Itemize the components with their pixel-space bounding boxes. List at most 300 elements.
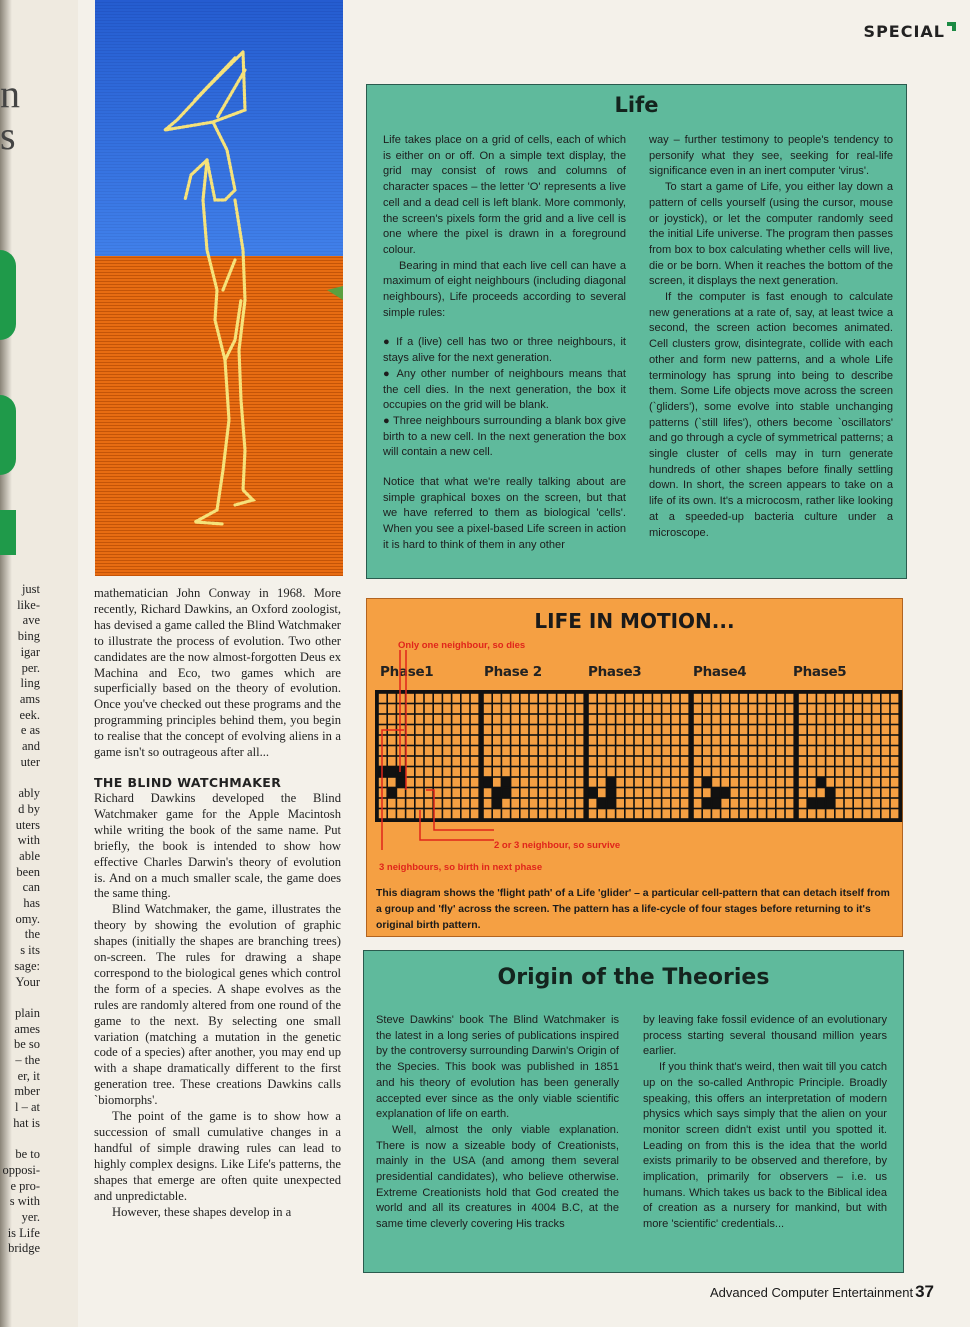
empty-cell bbox=[452, 778, 460, 787]
empty-cell bbox=[758, 725, 766, 734]
empty-cell bbox=[471, 778, 479, 787]
empty-cell bbox=[767, 704, 775, 713]
life-rule-bullet: ● If a (live) cell has two or three neighbours, it stays alive for the next generation. bbox=[383, 336, 626, 365]
empty-cell bbox=[731, 704, 739, 713]
empty-cell bbox=[817, 809, 825, 818]
empty-cell bbox=[740, 736, 748, 745]
empty-cell bbox=[817, 746, 825, 755]
empty-cell bbox=[471, 767, 479, 776]
empty-cell bbox=[598, 778, 606, 787]
empty-cell bbox=[731, 788, 739, 797]
live-cell bbox=[502, 778, 510, 787]
live-cell bbox=[502, 788, 510, 797]
empty-cell bbox=[672, 767, 680, 776]
empty-cell bbox=[484, 725, 492, 734]
empty-cell bbox=[882, 788, 890, 797]
empty-cell bbox=[872, 788, 880, 797]
empty-cell bbox=[406, 799, 414, 808]
empty-cell bbox=[452, 736, 460, 745]
empty-cell bbox=[406, 725, 414, 734]
facing-page-fragment: l – at bbox=[15, 1100, 40, 1115]
empty-cell bbox=[521, 778, 529, 787]
life-box-right-column bbox=[649, 133, 893, 541]
empty-cell bbox=[817, 725, 825, 734]
empty-cell bbox=[662, 788, 670, 797]
label-only-one-neighbour: Only one neighbour, so dies bbox=[398, 640, 526, 651]
empty-cell bbox=[845, 694, 853, 703]
empty-cell bbox=[703, 694, 711, 703]
empty-cell bbox=[635, 767, 643, 776]
empty-cell bbox=[817, 704, 825, 713]
empty-cell bbox=[548, 694, 556, 703]
empty-cell bbox=[799, 778, 807, 787]
empty-cell bbox=[462, 778, 470, 787]
live-cell bbox=[484, 778, 492, 787]
main-article bbox=[94, 586, 341, 1220]
empty-cell bbox=[662, 704, 670, 713]
empty-cell bbox=[644, 704, 652, 713]
empty-cell bbox=[443, 725, 451, 734]
empty-cell bbox=[653, 799, 661, 808]
empty-cell bbox=[694, 809, 702, 818]
empty-cell bbox=[786, 799, 794, 808]
empty-cell bbox=[749, 746, 757, 755]
empty-cell bbox=[493, 746, 501, 755]
empty-cell bbox=[521, 757, 529, 766]
empty-cell bbox=[452, 746, 460, 755]
empty-cell bbox=[589, 694, 597, 703]
empty-cell bbox=[452, 809, 460, 818]
empty-cell bbox=[539, 715, 547, 724]
empty-cell bbox=[767, 757, 775, 766]
empty-cell bbox=[567, 704, 575, 713]
empty-cell bbox=[662, 757, 670, 766]
empty-cell bbox=[397, 809, 405, 818]
origin-box-right-column bbox=[643, 1013, 887, 1233]
empty-cell bbox=[388, 704, 396, 713]
empty-cell bbox=[882, 757, 890, 766]
empty-cell bbox=[786, 736, 794, 745]
empty-cell bbox=[891, 704, 899, 713]
empty-cell bbox=[635, 704, 643, 713]
empty-cell bbox=[777, 809, 785, 818]
empty-cell bbox=[635, 809, 643, 818]
facing-page-fragment: ave bbox=[22, 613, 40, 628]
empty-cell bbox=[740, 725, 748, 734]
empty-cell bbox=[694, 736, 702, 745]
empty-cell bbox=[817, 757, 825, 766]
empty-cell bbox=[493, 757, 501, 766]
empty-cell bbox=[777, 746, 785, 755]
empty-cell bbox=[502, 736, 510, 745]
facing-page-fragment: e as bbox=[20, 723, 40, 738]
empty-cell bbox=[635, 799, 643, 808]
empty-cell bbox=[539, 757, 547, 766]
facing-page-fragment: able bbox=[19, 848, 40, 863]
empty-cell bbox=[557, 725, 565, 734]
empty-cell bbox=[703, 757, 711, 766]
empty-cell bbox=[786, 746, 794, 755]
empty-cell bbox=[548, 767, 556, 776]
empty-cell bbox=[845, 704, 853, 713]
empty-cell bbox=[882, 704, 890, 713]
empty-cell bbox=[891, 809, 899, 818]
empty-cell bbox=[653, 725, 661, 734]
empty-cell bbox=[567, 694, 575, 703]
empty-cell bbox=[672, 788, 680, 797]
empty-cell bbox=[882, 809, 890, 818]
empty-cell bbox=[644, 788, 652, 797]
empty-cell bbox=[530, 704, 538, 713]
empty-cell bbox=[767, 767, 775, 776]
empty-cell bbox=[576, 736, 584, 745]
facing-page-fragment: igar bbox=[20, 644, 40, 659]
empty-cell bbox=[471, 736, 479, 745]
empty-cell bbox=[626, 778, 634, 787]
empty-cell bbox=[406, 778, 414, 787]
empty-cell bbox=[616, 767, 624, 776]
empty-cell bbox=[511, 767, 519, 776]
empty-cell bbox=[493, 715, 501, 724]
empty-cell bbox=[443, 809, 451, 818]
live-cell bbox=[817, 799, 825, 808]
facing-page-fragment: been bbox=[16, 864, 40, 879]
empty-cell bbox=[607, 715, 615, 724]
facing-page-graphic bbox=[0, 250, 16, 340]
phase-grid bbox=[480, 690, 587, 822]
empty-cell bbox=[471, 704, 479, 713]
empty-cell bbox=[557, 809, 565, 818]
empty-cell bbox=[530, 767, 538, 776]
empty-cell bbox=[443, 767, 451, 776]
live-cell bbox=[598, 799, 606, 808]
empty-cell bbox=[712, 694, 720, 703]
empty-cell bbox=[434, 778, 442, 787]
motion-caption: This diagram shows the 'flight path' of a Life 'glider' – a particular cell-pattern that can detach itself from a group and 'fly' across the screen. The pattern has a life-cycle of four stages before returning to it's original birth pattern. bbox=[376, 888, 890, 931]
live-cell bbox=[817, 778, 825, 787]
empty-cell bbox=[882, 694, 890, 703]
empty-cell bbox=[539, 809, 547, 818]
empty-cell bbox=[502, 694, 510, 703]
empty-cell bbox=[388, 809, 396, 818]
phase-grid bbox=[585, 690, 692, 822]
empty-cell bbox=[539, 704, 547, 713]
empty-cell bbox=[672, 799, 680, 808]
empty-cell bbox=[589, 746, 597, 755]
empty-cell bbox=[681, 704, 689, 713]
empty-cell bbox=[863, 715, 871, 724]
empty-cell bbox=[758, 788, 766, 797]
empty-cell bbox=[530, 725, 538, 734]
empty-cell bbox=[521, 746, 529, 755]
life-rule-bullet: ● Three neighbours surrounding a blank box give birth to a new cell. In the next generation the box will contain a new cell. bbox=[383, 414, 626, 459]
empty-cell bbox=[817, 715, 825, 724]
empty-cell bbox=[808, 746, 816, 755]
empty-cell bbox=[758, 767, 766, 776]
article-paragraph: Blind Watchmaker, the game, illustrates the theory by showing the evolution of graphic shapes (initially the shapes are branching trees) on-screen. The rules for drawing a shape correspond to the biological genes which control the form of a species. A shape evolves as the rules are randomly altered from one round of the game to the next. By selecting one small variation (matching a mutation in the genetic code of a species) after another, you may end up with a shape dramatically different to the first generation tree. These creations Dawkins calls `biomorphs'. bbox=[94, 902, 341, 1108]
empty-cell bbox=[626, 704, 634, 713]
empty-cell bbox=[863, 736, 871, 745]
empty-cell bbox=[808, 788, 816, 797]
empty-cell bbox=[777, 736, 785, 745]
empty-cell bbox=[607, 694, 615, 703]
empty-cell bbox=[567, 757, 575, 766]
empty-cell bbox=[443, 788, 451, 797]
empty-cell bbox=[502, 704, 510, 713]
empty-cell bbox=[616, 725, 624, 734]
glider-phase-grids bbox=[374, 690, 894, 840]
live-cell bbox=[607, 799, 615, 808]
empty-cell bbox=[502, 725, 510, 734]
empty-cell bbox=[749, 736, 757, 745]
empty-cell bbox=[662, 746, 670, 755]
facing-page-fragment: ams bbox=[19, 691, 40, 706]
empty-cell bbox=[493, 694, 501, 703]
empty-cell bbox=[425, 778, 433, 787]
empty-cell bbox=[644, 809, 652, 818]
empty-cell bbox=[635, 757, 643, 766]
empty-cell bbox=[471, 746, 479, 755]
empty-cell bbox=[845, 799, 853, 808]
empty-cell bbox=[406, 694, 414, 703]
empty-cell bbox=[749, 715, 757, 724]
empty-cell bbox=[397, 715, 405, 724]
empty-cell bbox=[721, 704, 729, 713]
empty-cell bbox=[872, 736, 880, 745]
empty-cell bbox=[721, 767, 729, 776]
empty-cell bbox=[626, 725, 634, 734]
empty-cell bbox=[616, 746, 624, 755]
empty-cell bbox=[749, 757, 757, 766]
empty-cell bbox=[462, 767, 470, 776]
empty-cell bbox=[425, 736, 433, 745]
facing-page-fragment: is Life bbox=[7, 1225, 40, 1240]
live-cell bbox=[808, 799, 816, 808]
empty-cell bbox=[493, 767, 501, 776]
empty-cell bbox=[749, 704, 757, 713]
life-box-left-column bbox=[383, 133, 626, 554]
empty-cell bbox=[799, 767, 807, 776]
empty-cell bbox=[891, 788, 899, 797]
origin-paragraph: If you think that's weird, then wait till you catch up on the so-called Anthropic Principle. Broadly speaking, this offers an interpretation of modern physics which says simply that the alien on your monitor screen didn't exist until you spotted it. Leading on from this is the idea that the world exists primarily to be observed and therefore, by implication, primarily for observers – i.e. us humans. Which takes us back to the Biblical idea of creation as a nursery for mankind, but with more 'scientific' credentials... bbox=[643, 1061, 887, 1231]
empty-cell bbox=[416, 799, 424, 808]
empty-cell bbox=[845, 736, 853, 745]
empty-cell bbox=[749, 725, 757, 734]
empty-cell bbox=[434, 746, 442, 755]
empty-cell bbox=[721, 694, 729, 703]
facing-page-fragment: bing bbox=[17, 629, 40, 644]
live-cell bbox=[721, 788, 729, 797]
empty-cell bbox=[598, 809, 606, 818]
facing-page-fragment: Your bbox=[15, 974, 40, 989]
facing-page-fragment: with bbox=[17, 833, 40, 848]
facing-page-fragment: and bbox=[21, 739, 40, 753]
empty-cell bbox=[434, 736, 442, 745]
empty-cell bbox=[548, 704, 556, 713]
empty-cell bbox=[799, 809, 807, 818]
empty-cell bbox=[644, 799, 652, 808]
empty-cell bbox=[767, 715, 775, 724]
facing-page-fragment: plain bbox=[15, 1005, 40, 1020]
empty-cell bbox=[471, 757, 479, 766]
empty-cell bbox=[863, 809, 871, 818]
empty-cell bbox=[740, 778, 748, 787]
empty-cell bbox=[416, 746, 424, 755]
empty-cell bbox=[882, 799, 890, 808]
empty-cell bbox=[416, 767, 424, 776]
empty-cell bbox=[452, 799, 460, 808]
facing-page-fragment: sage: bbox=[14, 958, 40, 973]
empty-cell bbox=[493, 704, 501, 713]
origin-sidebar-box bbox=[363, 950, 904, 1273]
empty-cell bbox=[521, 715, 529, 724]
empty-cell bbox=[607, 736, 615, 745]
empty-cell bbox=[388, 715, 396, 724]
empty-cell bbox=[758, 809, 766, 818]
empty-cell bbox=[749, 694, 757, 703]
empty-cell bbox=[388, 694, 396, 703]
empty-cell bbox=[598, 715, 606, 724]
live-cell bbox=[703, 778, 711, 787]
empty-cell bbox=[644, 694, 652, 703]
empty-cell bbox=[635, 778, 643, 787]
empty-cell bbox=[653, 778, 661, 787]
empty-cell bbox=[817, 694, 825, 703]
motion-box-title: LIFE IN MOTION... bbox=[534, 609, 735, 633]
empty-cell bbox=[567, 746, 575, 755]
empty-cell bbox=[567, 715, 575, 724]
phase-grid bbox=[375, 690, 482, 822]
empty-cell bbox=[740, 746, 748, 755]
empty-cell bbox=[598, 694, 606, 703]
empty-cell bbox=[845, 715, 853, 724]
empty-cell bbox=[662, 715, 670, 724]
empty-cell bbox=[891, 746, 899, 755]
empty-cell bbox=[511, 809, 519, 818]
empty-cell bbox=[672, 809, 680, 818]
empty-cell bbox=[749, 799, 757, 808]
empty-cell bbox=[616, 788, 624, 797]
empty-cell bbox=[416, 715, 424, 724]
empty-cell bbox=[548, 757, 556, 766]
empty-cell bbox=[521, 799, 529, 808]
empty-cell bbox=[434, 788, 442, 797]
empty-cell bbox=[653, 704, 661, 713]
empty-cell bbox=[493, 725, 501, 734]
empty-cell bbox=[462, 694, 470, 703]
empty-cell bbox=[712, 778, 720, 787]
empty-cell bbox=[511, 725, 519, 734]
empty-cell bbox=[598, 736, 606, 745]
empty-cell bbox=[863, 725, 871, 734]
empty-cell bbox=[502, 757, 510, 766]
empty-cell bbox=[786, 788, 794, 797]
empty-cell bbox=[694, 715, 702, 724]
empty-cell bbox=[425, 809, 433, 818]
empty-cell bbox=[644, 715, 652, 724]
empty-cell bbox=[845, 725, 853, 734]
empty-cell bbox=[607, 757, 615, 766]
facing-page-fragment: yer. bbox=[21, 1210, 40, 1224]
empty-cell bbox=[484, 809, 492, 818]
empty-cell bbox=[712, 809, 720, 818]
life-paragraph: If the computer is fast enough to calculate new generations at a rate of, say, at least twice a second, the screen action becomes animated. Cell clusters grow, disintegrate, collide with each other and form new patterns, and a whole Life terminology has sprung into being to describe them. Some Life objects move across the screen (`gliders'), some evolve into stable unchanging patterns (`still lifes'), others become `oscillators' and go through a cycle of symmetrical patterns; a single cluster of cells may in turn generate hundreds of other shapes before finally settling down. In short, the screen appears to take on a life of its own. It's a microcosm, rather like looking at a speeded-up bacteria culture under a microscope. bbox=[649, 291, 893, 539]
empty-cell bbox=[808, 778, 816, 787]
life-sidebar-box bbox=[366, 84, 907, 579]
empty-cell bbox=[845, 746, 853, 755]
empty-cell bbox=[539, 694, 547, 703]
empty-cell bbox=[397, 694, 405, 703]
phase-label: Phase 2 bbox=[484, 664, 542, 680]
empty-cell bbox=[672, 715, 680, 724]
empty-cell bbox=[703, 746, 711, 755]
empty-cell bbox=[530, 715, 538, 724]
live-cell bbox=[493, 799, 501, 808]
empty-cell bbox=[567, 736, 575, 745]
empty-cell bbox=[672, 725, 680, 734]
empty-cell bbox=[863, 799, 871, 808]
empty-cell bbox=[530, 736, 538, 745]
empty-cell bbox=[854, 767, 862, 776]
empty-cell bbox=[653, 809, 661, 818]
empty-cell bbox=[672, 736, 680, 745]
empty-cell bbox=[576, 704, 584, 713]
life-paragraph: Bearing in mind that each live cell can have a maximum of eight neighbours (including diagonal neighbours), Life proceeds according to several simple rules: bbox=[383, 259, 626, 319]
empty-cell bbox=[712, 757, 720, 766]
empty-cell bbox=[758, 746, 766, 755]
empty-cell bbox=[521, 704, 529, 713]
empty-cell bbox=[598, 757, 606, 766]
empty-cell bbox=[836, 715, 844, 724]
empty-cell bbox=[462, 746, 470, 755]
empty-cell bbox=[721, 746, 729, 755]
empty-cell bbox=[872, 715, 880, 724]
empty-cell bbox=[872, 694, 880, 703]
empty-cell bbox=[434, 725, 442, 734]
facing-page-fragment: like- bbox=[17, 597, 40, 612]
empty-cell bbox=[397, 704, 405, 713]
label-survive: 2 or 3 neighbour, so survive bbox=[494, 840, 621, 851]
empty-cell bbox=[616, 799, 624, 808]
empty-cell bbox=[397, 757, 405, 766]
empty-cell bbox=[530, 778, 538, 787]
empty-cell bbox=[443, 715, 451, 724]
empty-cell bbox=[511, 746, 519, 755]
empty-cell bbox=[576, 746, 584, 755]
empty-cell bbox=[872, 767, 880, 776]
empty-cell bbox=[607, 767, 615, 776]
empty-cell bbox=[808, 757, 816, 766]
empty-cell bbox=[740, 788, 748, 797]
facing-page-fragment: d by bbox=[18, 801, 40, 816]
empty-cell bbox=[872, 799, 880, 808]
empty-cell bbox=[799, 715, 807, 724]
empty-cell bbox=[694, 746, 702, 755]
origin-box-left-column bbox=[376, 1013, 619, 1233]
empty-cell bbox=[388, 746, 396, 755]
facing-page-fragment: be so bbox=[13, 1037, 40, 1052]
empty-cell bbox=[731, 809, 739, 818]
empty-cell bbox=[434, 757, 442, 766]
empty-cell bbox=[511, 778, 519, 787]
live-cell bbox=[397, 767, 405, 776]
empty-cell bbox=[530, 799, 538, 808]
empty-cell bbox=[484, 799, 492, 808]
empty-cell bbox=[521, 694, 529, 703]
origin-box-title: Origin of the Theories bbox=[497, 965, 770, 990]
empty-cell bbox=[379, 715, 387, 724]
empty-cell bbox=[767, 788, 775, 797]
